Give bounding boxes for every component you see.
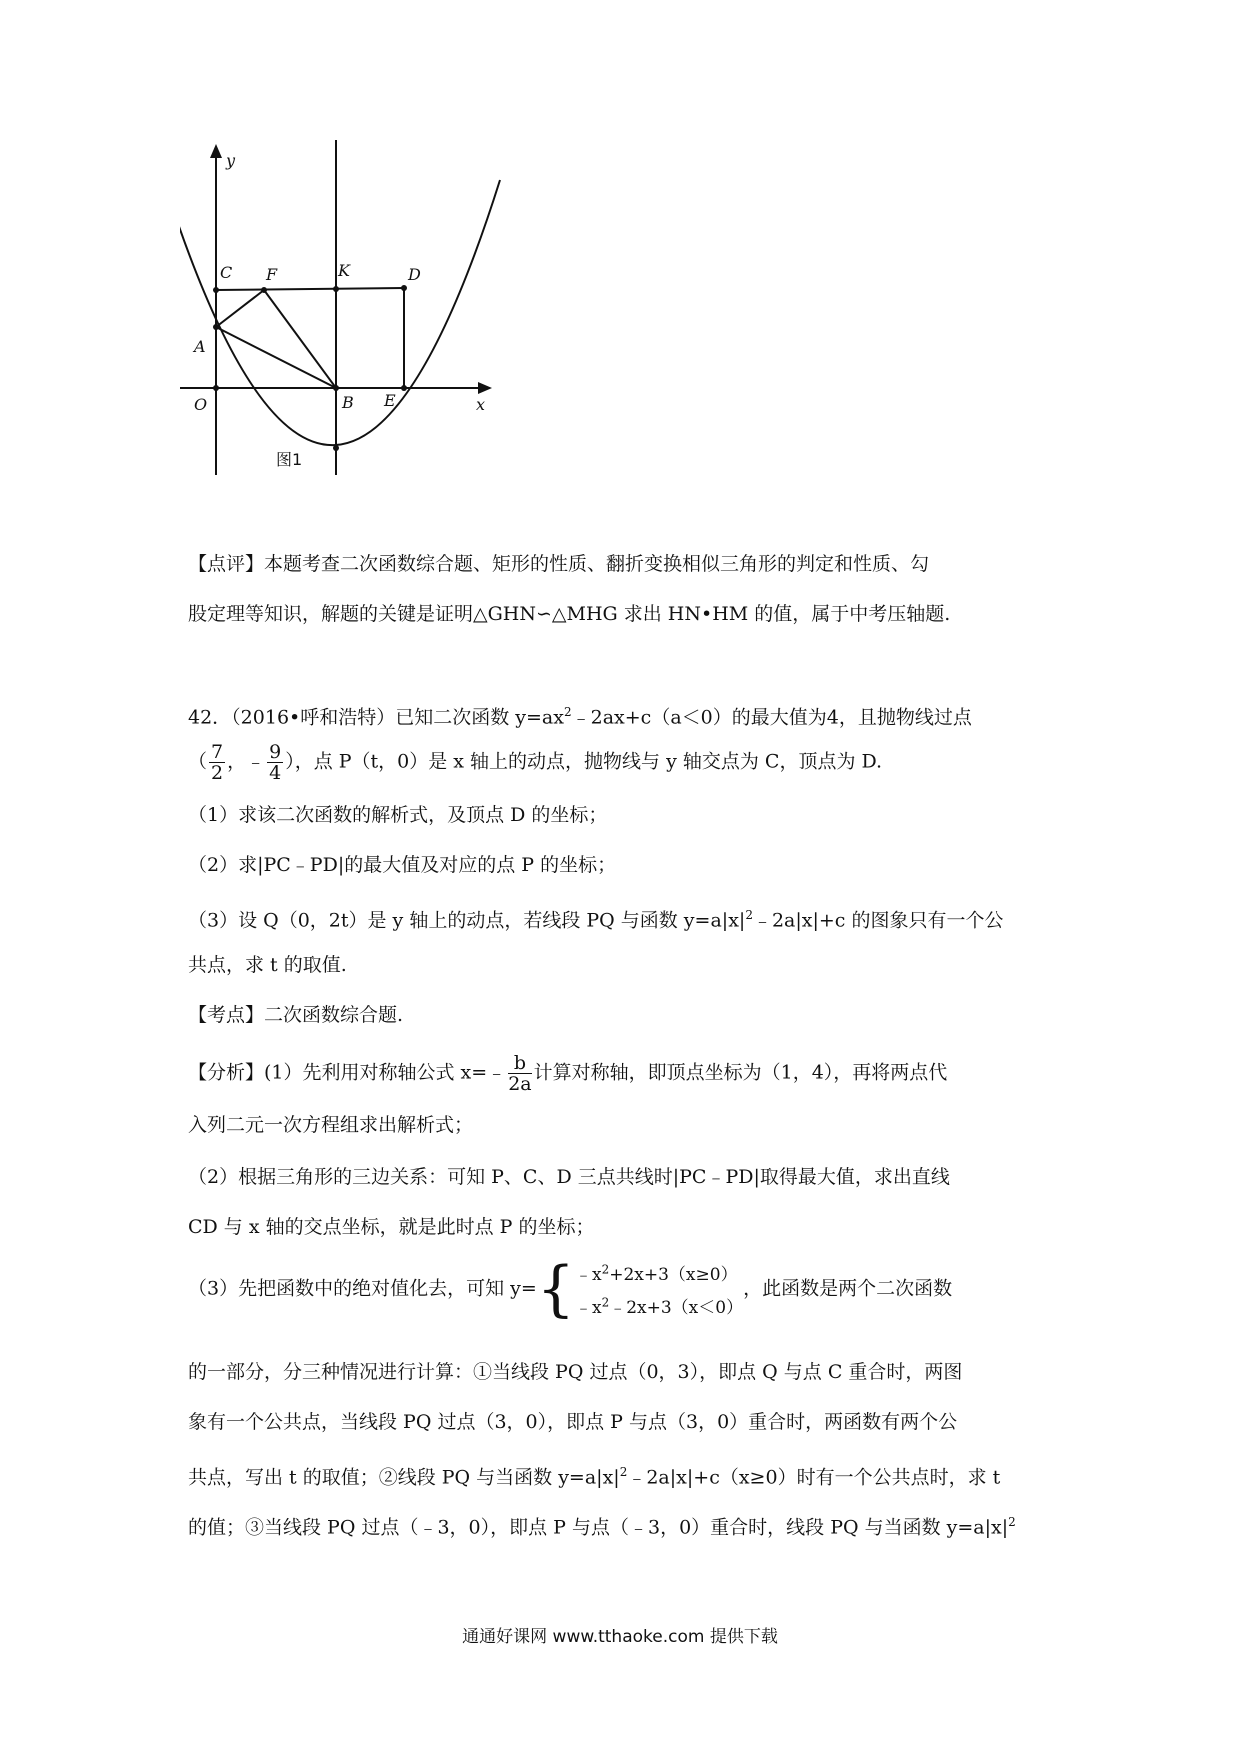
label-y: y (226, 151, 236, 170)
review-line-1: 【点评】本题考查二次函数综合题、矩形的性质、翻折变换相似三角形的判定和性质、勾 (188, 553, 930, 575)
analysis-part-3-line-2: 的一部分，分三种情况进行计算：①当线段 PQ 过点（0，3），即点 Q 与点 C 重合时，两图 (188, 1361, 963, 1383)
point-b (333, 385, 339, 391)
segment-fb (264, 290, 336, 388)
point-k (333, 286, 339, 292)
fraction-9-4 (267, 742, 283, 783)
point-o (213, 385, 219, 391)
analysis-line-1 (188, 1053, 947, 1094)
analysis-text: 【分析】(1）先利用对称轴公式 x=﹣ (188, 1061, 507, 1084)
analysis-part-3-line-5 (188, 1510, 1016, 1539)
figure-caption: 图1 (276, 450, 303, 469)
fraction-numerator: 9 (269, 741, 282, 763)
piecewise-cases (575, 1255, 743, 1322)
point-e (401, 385, 407, 391)
analysis-line-2: 入列二元一次方程组求出解析式； (188, 1114, 474, 1136)
problem-text: （3）设 Q（0，2t）是 y 轴上的动点，若线段 PQ 与函数 y=a|x| (188, 909, 746, 932)
fraction-numerator: 7 (211, 741, 224, 763)
analysis-part-2-line-2: CD 与 x 轴的交点坐标，就是此时点 P 的坐标； (188, 1216, 595, 1238)
problem-line-2 (188, 742, 882, 783)
fraction-7-2 (209, 742, 225, 783)
problem-part-3 (188, 903, 1004, 932)
segment-cd (216, 288, 404, 290)
label-k: K (338, 261, 350, 280)
parabola-curve (180, 180, 500, 445)
review-line-2: 股定理等知识，解题的关键是证明△GHN∽△MHG 求出 HN•HM 的值，属于中考压轴题. (188, 603, 951, 625)
analysis-part-3-line-3: 象有一个公共点，当线段 PQ 过点（3，0），即点 P 与点（3，0）重合时，两函数有两个公 (188, 1411, 958, 1433)
piece-1: $﹣x^2+2x+3(x\ge 0)$ (574, 1262, 738, 1285)
problem-text: ﹣2a|x|+c 的图象只有一个公 (752, 909, 1004, 932)
problem-text: ），点 P（t，0）是 x 轴上的动点，抛物线与 y 轴交点为 C，顶点为 D. (285, 750, 883, 773)
analysis-text: 计算对称轴，即顶点坐标为（1，4），再将两点代 (533, 1061, 948, 1084)
problem-line-1 (188, 700, 972, 729)
label-x: x (476, 395, 486, 414)
analysis-text: 的值；③当线段 PQ 过点（﹣3，0），即点 P 与点（﹣3，0）重合时，线段 PQ 与当函数 y=a|x| (188, 1516, 1009, 1539)
point-f (261, 287, 267, 293)
analysis-part-3-line-4 (188, 1460, 1000, 1489)
problem-part-2: （2）求|PC﹣PD|的最大值及对应的点 P 的坐标； (188, 854, 617, 876)
problem-text: 42．（2016•呼和浩特）已知二次函数 y=ax (188, 706, 564, 729)
kaodian-line: 【考点】二次函数综合题. (188, 1004, 404, 1026)
x-axis-arrow (478, 382, 492, 394)
figure-svg (180, 140, 560, 540)
label-a: A (194, 337, 206, 356)
analysis-text: ﹣2a|x|+c（x≥0）时有一个公共点时，求 t (627, 1466, 1001, 1489)
analysis-part-3-line-1 (188, 1255, 952, 1327)
problem-text: （ (188, 750, 208, 773)
label-e: E (384, 391, 396, 410)
piecewise-brace: { (536, 1253, 575, 1324)
fraction-denominator: 2a (508, 1073, 532, 1095)
problem-part-1: （1）求该二次函数的解析式，及顶点 D 的坐标； (188, 804, 608, 826)
segment-af (216, 290, 264, 327)
point-c (213, 287, 219, 293)
segment-ab (216, 327, 336, 388)
problem-text: ﹣2ax+c（a＜0）的最大值为4，且抛物线过点 (571, 706, 972, 729)
point-d (401, 285, 407, 291)
analysis-text: ，此函数是两个二次函数 (743, 1277, 953, 1300)
problem-part-3-cont: 共点，求 t 的取值. (188, 954, 347, 976)
exponent: 2 (745, 908, 753, 922)
exponent: 2 (1008, 1515, 1016, 1529)
analysis-part-2-line-1: （2）根据三角形的三边关系：可知 P、C、D 三点共线时|PC﹣PD|取得最大值，求出直线 (188, 1166, 950, 1188)
analysis-text: （3）先把函数中的绝对值化去，可知 y= (188, 1277, 537, 1300)
problem-text: ，﹣ (227, 750, 266, 773)
page-footer: 通通好课网 www.tthaoke.com 提供下载 (462, 1627, 778, 1647)
analysis-text: 共点，写出 t 的取值；②线段 PQ 与当函数 y=a|x| (188, 1466, 620, 1489)
fraction-b-2a (508, 1053, 531, 1094)
point-a (213, 324, 219, 330)
label-b: B (342, 393, 354, 412)
label-f: F (266, 265, 278, 284)
y-axis-arrow (210, 144, 222, 158)
fraction-denominator: 4 (269, 762, 282, 784)
fraction-denominator: 2 (211, 762, 224, 784)
fraction-numerator: b (508, 1053, 531, 1074)
label-o: O (194, 395, 208, 414)
label-d: D (408, 265, 421, 284)
label-c: C (220, 263, 233, 282)
piece-2: $﹣x^2﹣2x+3(x<0)$ (574, 1295, 744, 1319)
exponent: 2 (563, 705, 572, 719)
exponent: 2 (619, 1465, 628, 1479)
parabola-figure (180, 140, 560, 540)
point-vertex (333, 445, 339, 451)
